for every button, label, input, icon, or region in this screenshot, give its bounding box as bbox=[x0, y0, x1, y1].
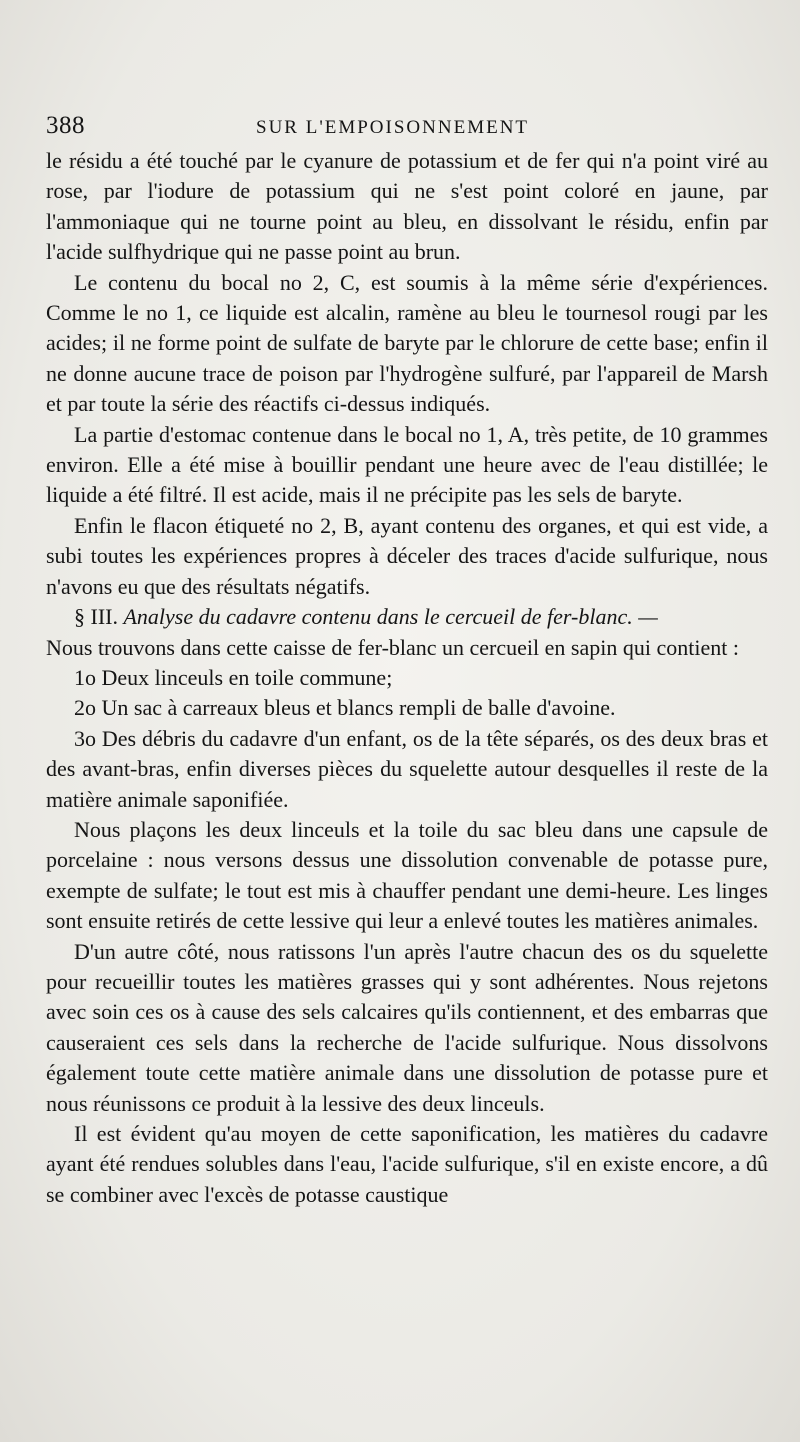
list-item-1: 1o Deux linceuls en toile commune; bbox=[74, 664, 393, 690]
paragraph-3: La partie d'estomac contenue dans le bocal no 1, A, très petite, de 10 grammes environ. Elle a été mise à bouillir pendant une heure avec de l'eau distillée; le liquide a été filtré. Il est acide, mais il ne précipite pas les sels de baryte. bbox=[46, 421, 768, 508]
paragraph-5: Nous trouvons dans cette caisse de fer-blanc un cercueil en sapin qui contient : bbox=[46, 634, 739, 660]
running-title: SUR L'EMPOISONNEMENT bbox=[256, 117, 530, 138]
paragraph-6: Nous plaçons les deux linceuls et la toile du sac bleu dans une capsule de porcelaine : nous versons dessus une dissolution convenable de potasse pure, exempte de sulfate; le tout est mis à chauffer pendant une demi-heure. Les linges sont ensuite retirés de cette lessive qui leur a enlevé toutes les matières animales. bbox=[46, 816, 768, 934]
paragraph-4: Enfin le flacon étiqueté no 2, B, ayant contenu des organes, et qui est vide, a subi toutes les expériences propres à déceler des traces d'acide sulfurique, nous n'avons eu que des résultats négatifs. bbox=[46, 512, 768, 599]
paragraph-7: D'un autre côté, nous ratissons l'un après l'autre chacun des os du squelette pour recueillir toutes les matières grasses qui y sont adhérentes. Nous rejetons avec soin ces os à cause des sels calcaires qu'ils contiennent, et des embarras que causeraient ces sels dans la recherche de l'acide sulfurique. Nous dissolvons également toute cette matière animale dans une dissolution de potasse pure et nous réunissons ce produit à la lessive des deux linceuls. bbox=[46, 938, 768, 1116]
section-heading bbox=[46, 602, 768, 632]
paragraph-1: le résidu a été touché par le cyanure de potassium et de fer qui n'a point viré au rose, par l'iodure de potassium qui ne s'est point coloré en jaune, par l'ammoniaque qui ne tourne point au bleu, en dissolvant le résidu, enfin par l'acide sulfhydrique qui ne passe point au brun. bbox=[46, 148, 768, 265]
paragraph-8: Il est évident qu'au moyen de cette saponification, les matières du cadavre ayant été rendues solubles dans l'eau, l'acide sulfurique, s'il en existe encore, a dû se combiner avec l'excès de potasse caustique bbox=[46, 1121, 768, 1207]
list-item-2: 2o Un sac à carreaux bleus et blancs rempli de balle d'avoine. bbox=[74, 695, 616, 721]
section-number: § III. bbox=[74, 604, 118, 630]
section-title: Analyse du cadavre contenu dans le cercueil de fer-blanc. — bbox=[123, 604, 658, 630]
page-number: 388 bbox=[46, 112, 85, 139]
paragraph-2: Le contenu du bocal no 2, C, est soumis à la même série d'expériences. Comme le no 1, ce liquide est alcalin, ramène au bleu le tournesol rougi par les acides; il ne forme point de sulfate de baryte par le chlorure de cette base; enfin il ne donne aucune trace de poison par l'hydrogène sulfuré, par l'appareil de Marsh et par toute la série des réactifs ci-dessus indiqués. bbox=[46, 269, 768, 417]
running-head bbox=[46, 112, 768, 146]
body-text bbox=[46, 146, 768, 1210]
list-item-3: 3o Des débris du cadavre d'un enfant, os de la tête séparés, os des deux bras et des avant-bras, enfin diverses pièces du squelette autour desquelles il reste de la matière animale saponifiée. bbox=[46, 725, 768, 812]
